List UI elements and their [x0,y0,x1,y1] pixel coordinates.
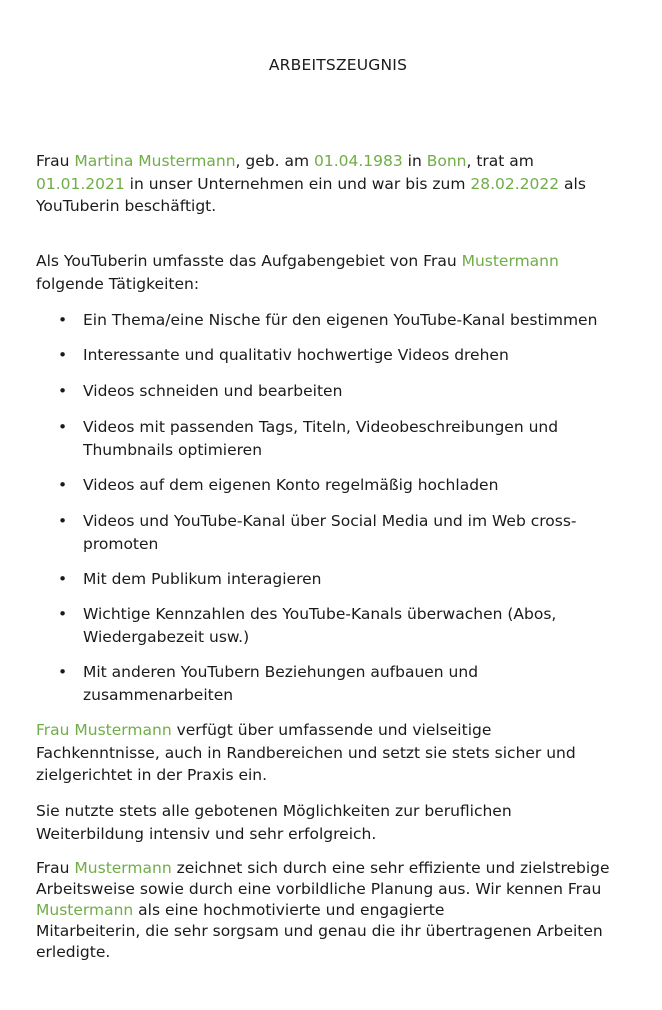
list-item-line-1: Videos schneiden und bearbeiten [83,382,343,400]
list-item-line-1: Interessante und qualitativ hochwertige Videos drehen [83,346,509,364]
knowledge-paragraph [36,719,636,787]
tasks-intro-paragraph [36,250,636,295]
knowledge-line-1 [36,719,636,742]
birth-date: 01.04.1983 [313,152,403,170]
intro-paragraph [36,150,636,218]
work-style-line-3 [36,900,646,921]
list-item-line-2: Thumbnails optimieren [83,440,263,459]
list-item-text [83,380,628,403]
intro-geb: , geb. am [235,152,314,170]
bullet-icon: • [58,512,68,530]
tasks-intro-surname: Mustermann [461,252,559,270]
work-style-surname: Mustermann [74,859,172,877]
bullet-icon: • [58,663,68,681]
intro-in: in [402,152,427,170]
list-item-text [83,510,628,555]
intro-line-3: YouTuberin beschäftigt. [36,197,217,215]
work-style-line-1 [36,858,646,879]
list-item-line-1: Ein Thema/eine Nische für den eigenen YouTube-Kanal bestimmen [83,311,598,329]
knowledge-line-1-rest: verfügt über umfassende und vielseitige [171,721,492,739]
tasks-intro-line-1 [36,250,636,273]
list-item-text [83,603,628,648]
intro-trat: , trat am [466,152,534,170]
training-line-2: Weiterbildung intensiv und sehr erfolgreich. [36,824,377,843]
bullet-icon: • [58,418,68,436]
list-item-line-2: promoten [83,534,159,553]
work-style-line-5: erledigte. [36,943,111,961]
intro-frau: Frau [36,152,75,170]
intro-mid: in unser Unternehmen ein und war bis zum [124,174,471,193]
intro-als: als [559,174,586,193]
employee-full-name: Martina Mustermann [74,152,236,170]
list-item-line-2: zusammenarbeiten [83,685,234,704]
document-title: ARBEITSZEUGNIS [268,56,408,74]
list-item-line-1: Mit anderen YouTubern Beziehungen aufbauen und [83,663,479,681]
work-style-paragraph [36,858,646,963]
bullet-icon: • [58,382,68,400]
birth-city: Bonn [426,152,467,170]
list-item-text [83,309,628,332]
work-style-line-3-rest: als eine hochmotivierte und engagierte [133,901,445,919]
work-style-line-1-rest: zeichnet sich durch eine sehr effiziente und zielstrebige [171,859,610,877]
bullet-icon: • [58,346,68,364]
bullet-icon: • [58,605,68,623]
training-line-1: Sie nutzte stets alle gebotenen Möglichkeiten zur beruflichen [36,802,512,820]
tasks-intro-text: Als YouTuberin umfasste das Aufgabengebiet von Frau [36,252,462,270]
bullet-icon: • [58,311,68,329]
tasks-intro-line-2: folgende Tätigkeiten: [36,274,200,293]
bullet-icon: • [58,476,68,494]
list-item-text [83,474,628,497]
bullet-icon: • [58,570,68,588]
knowledge-name: Frau Mustermann [36,721,172,739]
list-item-text [83,568,628,591]
knowledge-line-3: zielgerichtet in der Praxis ein. [36,766,268,784]
list-item-line-1: Videos mit passenden Tags, Titeln, Videobeschreibungen und [83,418,559,436]
knowledge-line-2: Fachkenntnisse, auch in Randbereichen und setzt sie stets sicher und [36,743,576,762]
training-paragraph [36,800,636,845]
end-date: 28.02.2022 [470,174,560,193]
list-item-line-1: Videos und YouTube-Kanal über Social Media und im Web cross- [83,512,577,530]
intro-line-1 [36,150,636,173]
work-style-line-2: Arbeitsweise sowie durch eine vorbildliche Planung aus. Wir kennen Frau [36,880,602,898]
work-style-frau: Frau [36,859,75,877]
intro-line-2 [36,173,636,196]
start-date: 01.01.2021 [36,174,125,193]
work-style-surname-2: Mustermann [36,901,134,919]
list-item-text [83,661,628,706]
list-item-line-1: Wichtige Kennzahlen des YouTube-Kanals überwachen (Abos, [83,605,557,623]
list-item-line-1: Mit dem Publikum interagieren [83,570,322,588]
list-item-line-2: Wiedergabezeit usw.) [83,627,250,646]
work-style-line-4: Mitarbeiterin, die sehr sorgsam und genau die ihr übertragenen Arbeiten [36,922,603,940]
list-item-text [83,416,628,461]
list-item-text [83,344,628,367]
list-item-line-1: Videos auf dem eigenen Konto regelmäßig hochladen [83,476,499,494]
